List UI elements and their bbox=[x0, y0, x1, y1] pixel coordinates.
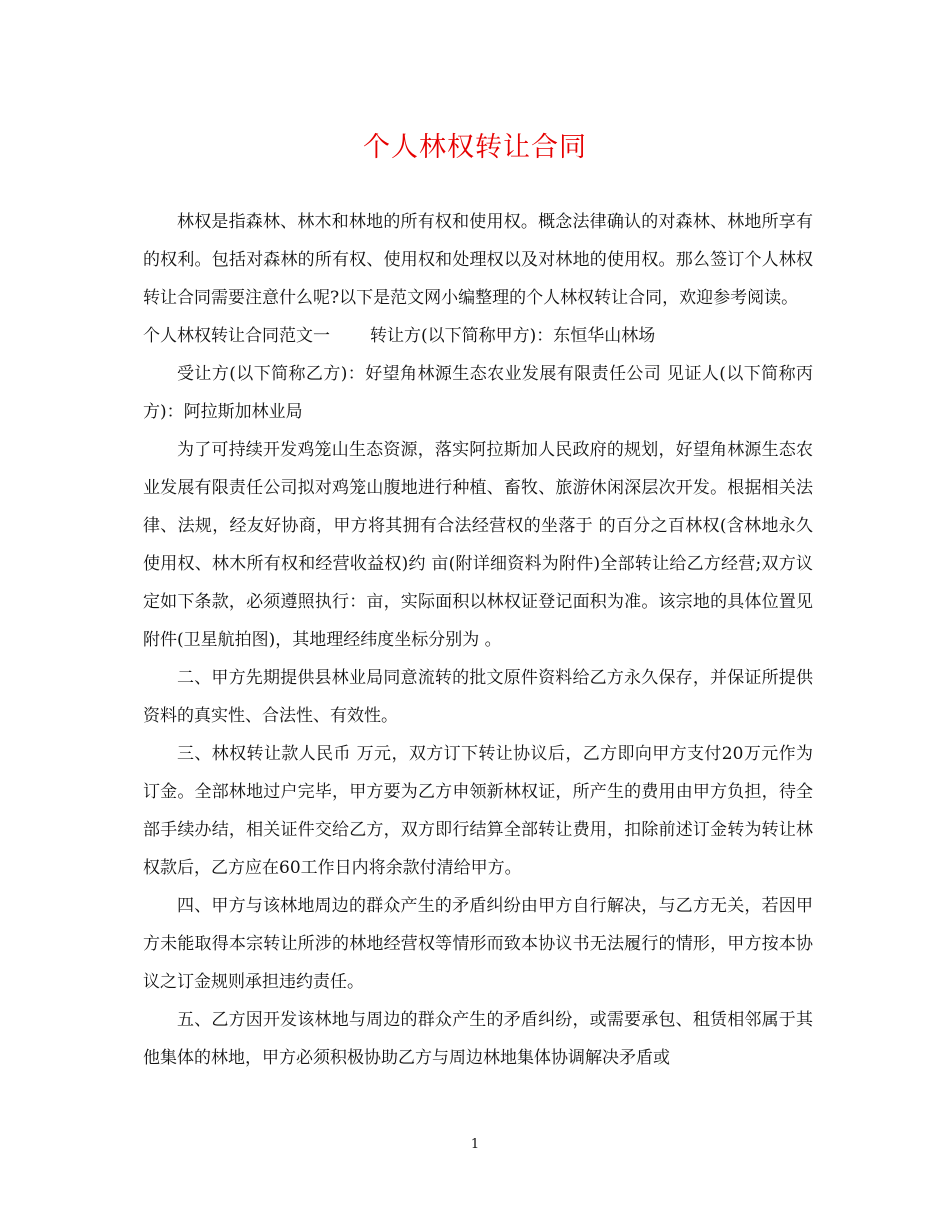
paragraph-intro: 林权是指森林、林木和林地的所有权和使用权。概念法律确认的对森林、林地所享有的权利。包括对森林的所有权、使用权和处理权以及对林地的使用权。那么签订个人林权转让合同需要注意什么呢?以下是范文网小编整理的个人林权转让合同，欢迎参考阅读。 bbox=[143, 212, 813, 308]
page-number: 1 bbox=[470, 1137, 480, 1152]
paragraph-clause-4: 四、甲方与该林地周边的群众产生的矛盾纠纷由甲方自行解决，与乙方无关，若因甲方未能取得本宗转让所涉的林地经营权等情形而致本协议书无法履行的情形，甲方按本协议之订金规则承担违约责任。 bbox=[143, 896, 813, 992]
paragraph-heading-line bbox=[143, 317, 813, 355]
paragraph-clause-5: 五、乙方因开发该林地与周边的群众产生的矛盾纠纷，或需要承包、租赁相邻属于其他集体的林地，甲方必须积极协助乙方与周边林地集体协调解决矛盾或 bbox=[143, 1010, 813, 1068]
paragraph-clause-3: 三、林权转让款人民币 万元，双方订下转让协议后，乙方即向甲方支付20万元作为订金。全部林地过户完毕，甲方要为乙方申领新林权证，所产生的费用由甲方负担，待全部手续办结，相关证件交给乙方，双方即行结算全部转让费用，扣除前述订金转为转让林权款后，乙方应在60工作日内将余款付清给甲方。 bbox=[143, 744, 813, 878]
paragraph-purpose: 为了可持续开发鸡笼山生态资源，落实阿拉斯加人民政府的规划，好望角林源生态农业发展有限责任公司拟对鸡笼山腹地进行种植、畜牧、旅游休闲深层次开发。根据相关法律、法规，经友好协商，甲方将其拥有合法经营权的坐落于 的百分之百林权(含林地永久使用权、林木所有权和经营收益权)约 亩(附详细资料为附件)全部转让给乙方经营;双方议定如下条款，必须遵照执行：亩，实际面积以林权证登记面积为准。该宗地的具体位置见附件(卫星航拍图)，其地理经纬度坐标分别为 。 bbox=[143, 440, 813, 650]
paragraph-clause-2: 二、甲方先期提供县林业局同意流转的批文原件资料给乙方永久保存，并保证所提供资料的真实性、合法性、有效性。 bbox=[143, 668, 813, 726]
document-title: 个人林权转让合同 bbox=[363, 132, 587, 163]
sample-heading: 个人林权转让合同范文一 bbox=[143, 326, 330, 346]
document-body bbox=[143, 203, 813, 1077]
transferor-line: 转让方(以下简称甲方)：东恒华山林场 bbox=[370, 326, 656, 346]
paragraph-transferee: 受让方(以下简称乙方)：好望角林源生态农业发展有限责任公司 见证人(以下简称丙方)：阿拉斯加林业局 bbox=[143, 364, 813, 422]
